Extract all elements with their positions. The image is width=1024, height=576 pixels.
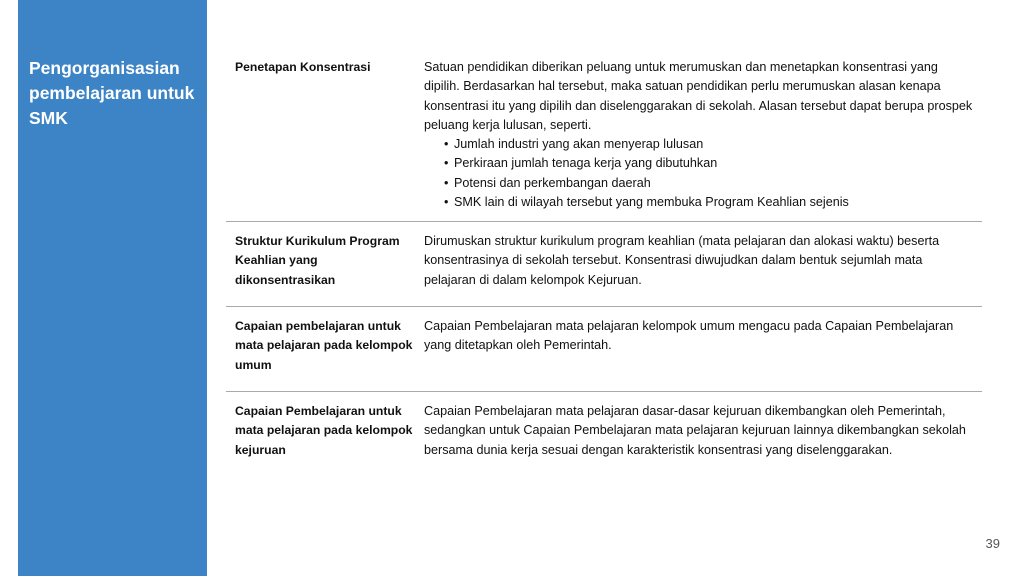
table-row xyxy=(226,307,982,392)
row-description: Capaian Pembelajaran mata pelajaran dasar-dasar kejuruan dikembangkan oleh Pemerintah, sedangkan untuk Capaian Pembelajaran mata pelajaran kejuruan lainnya dikembangkan sekolah bersama dunia kerja sesuai dengan karakteristik konsentrasi yang diselenggarakan. xyxy=(424,404,966,457)
row-label: Penetapan Konsentrasi xyxy=(235,60,371,74)
table-row xyxy=(226,54,982,222)
row-label: Capaian pembelajaran untuk mata pelajaran pada kelompok umum xyxy=(235,319,413,372)
slide-title: Pengorganisasian pembelajaran untuk SMK xyxy=(29,58,195,128)
row-description: Dirumuskan struktur kurikulum program keahlian (mata pelajaran dan alokasi waktu) beserta konsentrasinya di sekolah tersebut. Konsentrasi diwujudkan dalam bentuk sejumlah mata pelajaran di dalam kelompok Kejuruan. xyxy=(424,234,940,287)
list-item: • Potensi dan perkembangan daerah xyxy=(444,174,976,193)
table-row xyxy=(226,392,982,493)
row-label: Struktur Kurikulum Program Keahlian yang dikonsentrasikan xyxy=(235,234,400,287)
sidebar-panel xyxy=(18,0,207,576)
row-description: Satuan pendidikan diberikan peluang untuk merumuskan dan menetapkan konsentrasi yang dipilih. Berdasarkan hal tersebut, maka satuan pendidikan perlu merumuskan alasan kenapa konsentrasi itu yang dipilih dan diselenggarakan di sekolah. Alasan tersebut dapat berupa prospek peluang kerja lulusan, seperti. xyxy=(424,60,973,132)
bullet-list xyxy=(424,135,976,212)
row-label: Capaian Pembelajaran untuk mata pelajaran pada kelompok kejuruan xyxy=(235,404,413,457)
content-table xyxy=(226,54,982,492)
table-row xyxy=(226,222,982,307)
list-item: • SMK lain di wilayah tersebut yang membuka Program Keahlian sejenis xyxy=(444,193,976,212)
row-description: Capaian Pembelajaran mata pelajaran kelompok umum mengacu pada Capaian Pembelajaran yang ditetapkan oleh Pemerintah. xyxy=(424,319,954,353)
row-description-cell xyxy=(415,54,982,222)
list-item: • Jumlah industri yang akan menyerap lulusan xyxy=(444,135,976,154)
list-item: • Perkiraan jumlah tenaga kerja yang dibutuhkan xyxy=(444,154,976,173)
page-number: 39 xyxy=(985,536,1000,551)
